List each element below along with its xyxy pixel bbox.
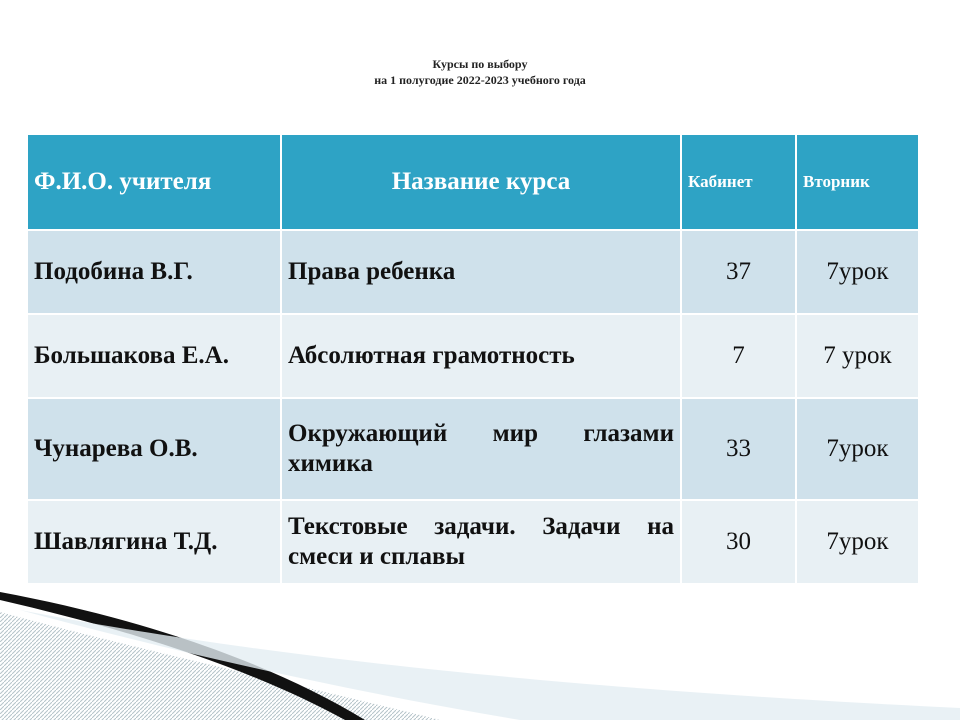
table-row: [27, 230, 919, 314]
cell-teacher: Подобина В.Г.: [27, 230, 281, 314]
header-day: Вторник: [796, 134, 919, 230]
cell-course: Окружающий мир глазами химика: [281, 398, 681, 500]
title-line-2: на 1 полугодие 2022-2023 учебного года: [374, 73, 586, 87]
cell-room: 7: [681, 314, 796, 398]
slide-title: [0, 56, 960, 88]
table-row: [27, 500, 919, 584]
cell-day: 7урок: [796, 398, 919, 500]
cell-course: Текстовые задачи. Задачи на смеси и сплавы: [281, 500, 681, 584]
decorative-swoosh: [0, 590, 960, 720]
header-teacher: Ф.И.О. учителя: [27, 134, 281, 230]
cell-day: 7 урок: [796, 314, 919, 398]
cell-day: 7урок: [796, 500, 919, 584]
table-header-row: [27, 134, 919, 230]
cell-teacher: Большакова Е.А.: [27, 314, 281, 398]
cell-room: 37: [681, 230, 796, 314]
cell-room: 30: [681, 500, 796, 584]
title-line-1: Курсы по выбору: [432, 57, 528, 71]
cell-course: Абсолютная грамотность: [281, 314, 681, 398]
table-row: [27, 398, 919, 500]
cell-teacher: Чунарева О.В.: [27, 398, 281, 500]
header-course: Название курса: [281, 134, 681, 230]
header-room: Кабинет: [681, 134, 796, 230]
courses-table: [26, 133, 920, 585]
cell-teacher: Шавлягина Т.Д.: [27, 500, 281, 584]
cell-room: 33: [681, 398, 796, 500]
cell-course: Права ребенка: [281, 230, 681, 314]
cell-day: 7урок: [796, 230, 919, 314]
table-row: [27, 314, 919, 398]
